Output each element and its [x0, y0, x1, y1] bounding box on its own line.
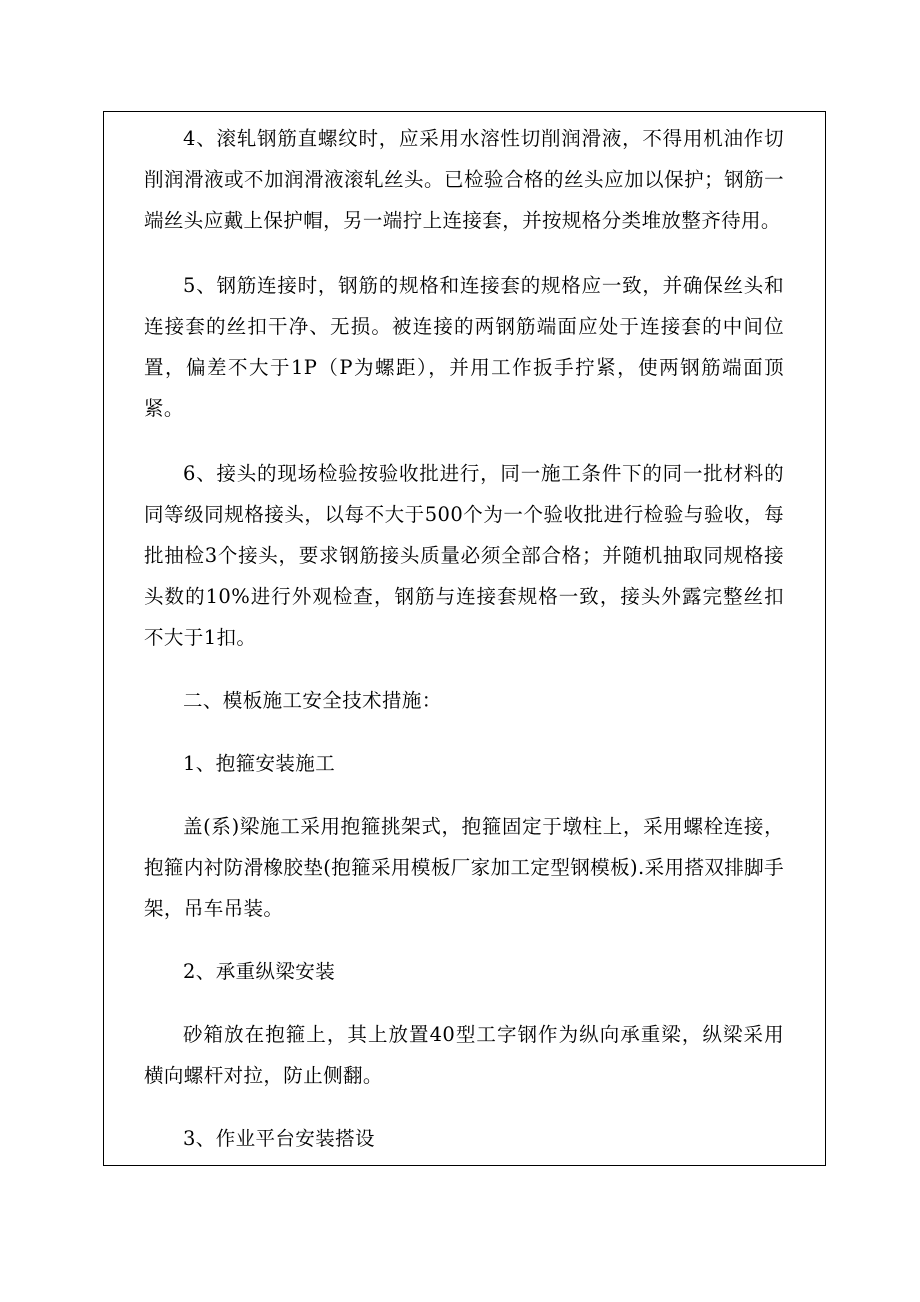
- subheading-longitudinal-beam: 2、承重纵梁安装: [183, 960, 336, 983]
- document-frame: [103, 111, 826, 1166]
- paragraph-item-4: 4、滚轧钢筋直螺纹时，应采用水溶性切削润滑液，不得用机油作切削润滑液或不加润滑液滚轧丝头。已检验合格的丝头应加以保护；钢筋一端丝头应戴上保护帽，另一端拧上连接套，并按规格分类堆放整齐待用。: [144, 127, 784, 232]
- subheading-work-platform: 3、作业平台安装搭设: [183, 1127, 375, 1150]
- subheading-hoop-installation: 1、抱箍安装施工: [183, 752, 336, 775]
- paragraph-hoop-installation: 盖(系)梁施工采用抱箍挑架式，抱箍固定于墩柱上，采用螺栓连接，抱箍内衬防滑橡胶垫(抱箍采用模板厂家加工定型钢模板).采用搭双排脚手架，吊车吊装。: [144, 815, 784, 920]
- document-content: [144, 118, 784, 1159]
- paragraph-longitudinal-beam: 砂箱放在抱箍上，其上放置40型工字钢作为纵向承重梁，纵梁采用横向螺杆对拉，防止侧翻。: [144, 1023, 784, 1087]
- section-heading-formwork-safety: 二、模板施工安全技术措施：: [183, 689, 442, 712]
- paragraph-item-6: 6、接头的现场检验按验收批进行，同一施工条件下的同一批材料的同等级同规格接头，以每不大于500个为一个验收批进行检验与验收，每批抽检3个接头，要求钢筋接头质量必须全部合格；并随机抽取同规格接头数的10%进行外观检查，钢筋与连接套规格一致，接头外露完整丝扣不大于1扣。: [144, 462, 784, 649]
- paragraph-item-5: 5、钢筋连接时，钢筋的规格和连接套的规格应一致，并确保丝头和连接套的丝扣干净、无损。被连接的两钢筋端面应处于连接套的中间位置，偏差不大于1P（P为螺距），并用工作扳手拧紧，使两钢筋端面顶紧。: [144, 274, 784, 420]
